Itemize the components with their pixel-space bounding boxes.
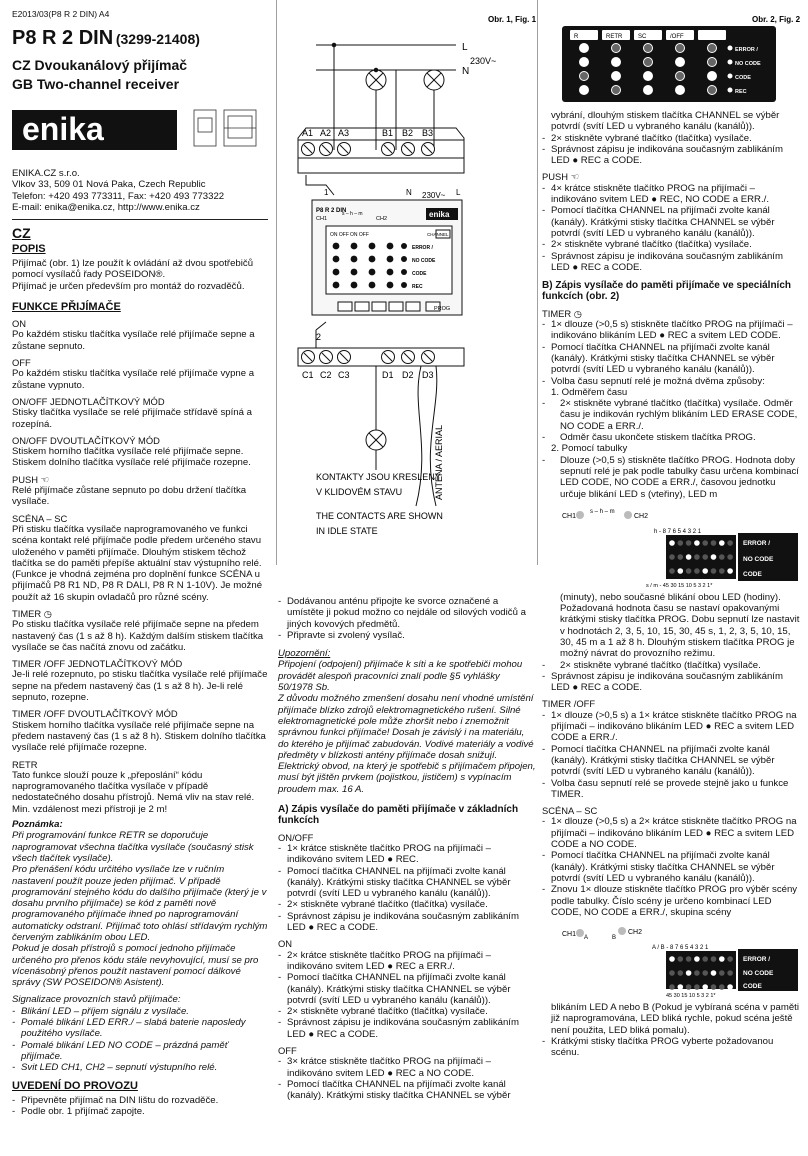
status-led: [401, 269, 407, 275]
din-device-icon: [194, 110, 256, 146]
table-led: [694, 984, 700, 990]
setting-button: [338, 302, 352, 311]
step: - 2× stiskněte vybrané tlačítko (tlačítka) vysílače.: [542, 239, 800, 250]
company-email[interactable]: E-mail: enika@enika.cz, http://www.enika.cz: [12, 202, 200, 214]
note-1: Při programování funkce RETR se doporučuje naprogramovat všechna tlačítka vysílače (současný stisk všech tlačítek vysílače).: [12, 830, 254, 864]
clock-icon: ◷: [573, 307, 582, 319]
voltage-bottom: 230V~: [422, 191, 446, 200]
t1-led-label: ERROR /: [743, 539, 771, 547]
t2-ch2: CH2: [628, 929, 643, 937]
function-led: [580, 72, 589, 81]
table-led: [678, 540, 684, 546]
ch1-label: CH1: [316, 216, 328, 222]
push-icon: ☜: [40, 473, 50, 485]
push-icon: ☜: [570, 171, 580, 183]
retr-text: Tato funkce slouží pouze k „přeposlání“ kódu naprogramovaného tlačítka vysílače v případě nedostatečného dosahu přístrojů. Nemá vliv na stav relé. Min. vzdálenost mezi přístroji je 2 m!: [12, 769, 255, 815]
terminal-row-top: [302, 143, 435, 156]
term-label: B3: [422, 128, 434, 138]
method-2-step: - Dlouze (>0,5 s) stiskněte tlačítko PROG. Hodnota doby sepnutí relé je pak podle tabulky času určena kombinací LED CODE, NO CODE a ERR./, časovou jednotku určuje blikání LED s (vteřiny), LED m: [542, 455, 800, 500]
title-cz: CZ Dvoukanálový přijímač: [12, 56, 188, 73]
grid-head: ON OFF: [350, 232, 369, 238]
table-led: [727, 568, 733, 574]
warning-title: Upozornění:: [278, 648, 331, 660]
timer-title: [542, 308, 800, 319]
signal-item: - Pomalé blikání LED NO CODE – prázdná paměť přijímače.: [12, 1040, 268, 1063]
function-led: [676, 58, 685, 67]
product-code: (3299-21408): [115, 31, 200, 48]
on-title: ON: [12, 318, 27, 330]
term-label: D3: [422, 370, 434, 380]
off-text: Po každém stisku tlačítka vysílače relé přijímače vypne a zůstane vypnuto.: [12, 368, 255, 391]
enika-logo: [12, 104, 268, 154]
voltage-top: 230V~: [470, 56, 497, 66]
table-led: [694, 970, 700, 976]
function-led: [644, 44, 653, 53]
lang-heading: CZ: [12, 225, 31, 242]
timer-label: TIMER: [542, 307, 572, 319]
table-led: [711, 554, 717, 560]
table-led: [678, 984, 684, 990]
step: - 2× krátce stiskněte tlačítko PROG na přijímači – indikováno svitem LED ● REC a ERR./.: [278, 950, 536, 973]
table-led: [711, 568, 717, 574]
table-led: [719, 984, 725, 990]
led-dot: [369, 256, 376, 263]
function-led: [676, 86, 685, 95]
function-led: [676, 44, 685, 53]
table-led: [711, 984, 717, 990]
led-dot: [333, 243, 340, 250]
table-led: [711, 540, 717, 546]
function-led: [612, 44, 621, 53]
function-led: [580, 44, 589, 53]
setting-button: [406, 302, 420, 311]
step: - 4× krátce stiskněte tlačítko PROG na přijímači – indikováno svitem LED ● REC, NO CODE a ERR./.: [542, 183, 800, 206]
onoff-title: ON/OFF: [278, 831, 314, 843]
t1-led-label: CODE: [743, 570, 762, 578]
company-address: Vlkov 33, 509 01 Nová Paka, Czech Republic: [12, 179, 206, 191]
table-led: [694, 540, 700, 546]
popis-text: Přijímač (obr. 1) lze použít k ovládání až dvou spotřebičů pomocí vysílačů řady POSEIDON®.: [12, 257, 254, 281]
step: - Správnost zápisu je indikována současným zablikáním LED ● REC a CODE.: [542, 251, 800, 274]
led-dot: [333, 256, 340, 263]
table-led: [727, 540, 733, 546]
status-led: [401, 256, 407, 262]
divider: [12, 219, 268, 220]
figure-1-wiring-diagram: [276, 0, 538, 590]
label-N: N: [462, 66, 470, 77]
led-dot: [387, 269, 394, 276]
step: - 2× stiskněte vybrané tlačítko (tlačítka) vysílače.: [278, 1006, 536, 1017]
company-phone: Telefon: +420 493 773311, Fax: +420 493 773322: [12, 190, 225, 202]
grid-head: ON OFF: [330, 232, 349, 238]
popis-heading: POPIS: [12, 242, 46, 255]
t2-a: A: [584, 935, 589, 942]
onoff1-title: ON/OFF JEDNOTLAČÍTKOVÝ MÓD: [12, 395, 165, 407]
step: - Pomocí tlačítka CHANNEL na přijímači zvolte kanál (kanály). Krátkými stisky tlačítka CHANNEL se výběr potvrdí (svítí LED u vybraného kanálu (kanálů)).: [542, 850, 800, 884]
method-1-step: - 2× stiskněte vybrané tlačítko (tlačítka) vysílače. Odměr času je indikován rychlým blikáním LED ERASE CODE, NO CODE a ERR./.: [542, 398, 800, 432]
retr-title: RETR: [12, 758, 38, 770]
term-label: B1: [382, 128, 394, 138]
terminal-row-bottom: [302, 351, 435, 364]
antenna-text: - Dodávanou anténu připojte ke svorce označené a umístěte ji pokud možno co nejdále od silových vodičů a jiných kovových předmětů.: [278, 596, 536, 630]
led-dot: [333, 269, 340, 276]
led-dot: [369, 269, 376, 276]
table-led: [727, 970, 733, 976]
table-led: [711, 956, 717, 962]
table-led: [711, 970, 717, 976]
table-led: [678, 554, 684, 560]
prepare-text: - Připravte si zvolený vysílač.: [278, 630, 536, 641]
table-led: [686, 984, 692, 990]
note-3: Pokud je dosah přístrojů s pomocí jednoho přijímače určeného pro přenos kódu stále nevyhovující, musí se pro vícenásobný přenos použít nastavení pomocí dálkové správy (SW POSEIDON® Asistent).: [12, 943, 259, 989]
t2-ab-row: A / B - 8 7 6 5 4 3 2 1: [652, 945, 709, 952]
status-led: [728, 74, 733, 79]
table-led: [669, 568, 675, 574]
scena-title: SCÉNA – SC: [12, 512, 68, 524]
t2-ch1: CH1: [562, 931, 577, 939]
section-b-heading: B) Zápis vysílače do paměti přijímače ve speciálních funkcích (obr. 2): [542, 280, 791, 303]
warning-1: Připojení (odpojení) přijímače k síti a ke spotřebiči mohou provádět alespoň pracovníci znalí podle §5 vyhlášky 50/1978 Sb.: [278, 659, 523, 694]
column-middle-text: [276, 596, 538, 1101]
push-text: Relé přijímače zůstane sepnuto po dobu držení tlačítka vysílače.: [12, 485, 247, 508]
onoff2-text: Stiskem horního tlačítka vysílače relé přijímače sepne. Stiskem dolního tlačítka vysílače relé přijímače rozepne.: [12, 446, 251, 469]
table-led: [702, 554, 708, 560]
term-label: C2: [320, 370, 332, 380]
method-1: 1. Odměřem času: [551, 386, 628, 398]
step: - Pomocí tlačítka CHANNEL na přijímači zvolte kanál (kanály). Krátkými stisky tlačítka CHANNEL se výběr: [278, 1079, 536, 1102]
led-dot: [333, 282, 340, 289]
t2-led-label: ERROR /: [743, 956, 771, 964]
table-led: [686, 970, 692, 976]
term-label: A3: [338, 128, 350, 138]
column-middle: [276, 0, 538, 1101]
function-head-label: SC: [638, 34, 647, 40]
step: - Krátkými stisky tlačítka PROG vyberte požadovanou scénu.: [542, 1036, 800, 1059]
function-led: [612, 86, 621, 95]
table-led: [719, 554, 725, 560]
uvedeni-item: - Připevněte přijímač na DIN lištu do rozvaděče.: [12, 1095, 268, 1106]
step: - Volba času sepnutí relé je možná dvěma způsoby:: [542, 376, 800, 387]
scene-table: [542, 921, 800, 999]
timer-label: TIMER: [12, 607, 42, 619]
step: - Pomocí tlačítka CHANNEL na přijímači zvolte kanál (kanály). Krátkými stisky tlačítka CHANNEL se výběr potvrdí (svítí LED u vybraného kanálu (kanálů)).: [542, 744, 800, 778]
status-led: [728, 46, 733, 51]
off-title: OFF: [278, 1044, 297, 1056]
function-led: [708, 72, 717, 81]
timer1-title: TIMER /OFF JEDNOTLAČÍTKOVÝ MÓD: [12, 658, 183, 670]
status-led: [401, 243, 407, 249]
led-dot: [369, 282, 376, 289]
function-led: [708, 44, 717, 53]
t1-smh: s – h – m: [590, 508, 615, 515]
step: - Pomocí tlačítka CHANNEL na přijímači zvolte kanál (kanály). Krátkými stisky tlačítka CHANNEL se výběr potvrdí (svítí LED u vybraného kanálu (kanálů)).: [278, 866, 536, 900]
table-led: [719, 540, 725, 546]
signal-title: Signalizace provozních stavů přijímače:: [12, 994, 181, 1006]
column-left: [12, 0, 268, 1117]
status-led: [401, 282, 407, 288]
function-head-label: /OFF: [670, 34, 684, 40]
section-a-heading: A) Zápis vysílače do paměti přijímače v základních funkcích: [278, 804, 519, 827]
note-gb-1: THE CONTACTS ARE SHOWN: [316, 511, 443, 521]
t2-b: B: [612, 935, 617, 942]
led-dot: [351, 282, 358, 289]
led-label: REC: [412, 284, 423, 290]
scene-cont: blikáním LED A nebo B (Pokud je vybíraná scéna v paměti již naprogramována, LED bliká rychle, pokud scéna ještě není použita, LED bliká pomalu).: [551, 1002, 799, 1036]
led-dot: [351, 269, 358, 276]
method-1-step: - Odměr času ukončete stiskem tlačítka PROG.: [542, 432, 800, 443]
led-label: ERROR /: [735, 47, 758, 53]
status-led: [728, 88, 733, 93]
status-led: [728, 60, 733, 65]
table-led: [694, 956, 700, 962]
step: - Správnost zápisu je indikována současným zablikáním LED ● REC a CODE.: [278, 1017, 536, 1040]
led-dot: [387, 243, 394, 250]
table-led: [702, 956, 708, 962]
on-text: Po každém stisku tlačítka vysílače relé přijímače sepne a zůstane sepnuto.: [12, 329, 255, 352]
step: - 1× dlouze (>0,5 s) a 2× krátce stiskněte tlačítko PROG na přijímači – indikováno blikáním LED ● REC a svitem LED CODE a NO CODE.: [542, 816, 800, 850]
method-2-step: - 2× stiskněte vybrané tlačítko (tlačítka) vysílače.: [542, 660, 800, 671]
smh-label: s – h – m: [342, 211, 363, 217]
step: - Správnost zápisu je indikována současným zablikáním LED ● REC a CODE.: [542, 671, 800, 694]
term-label: D1: [382, 370, 394, 380]
onoff1-text: Stisky tlačítka vysílače se relé přijímače střídavě spíná a rozepíná.: [12, 407, 252, 430]
figure-2-function-table: [540, 0, 802, 110]
led-dot: [387, 256, 394, 263]
table-led: [702, 540, 708, 546]
logo-row: [12, 104, 268, 154]
table-led: [727, 956, 733, 962]
channel-label: CHANNEL: [427, 232, 449, 237]
step: - 2× stiskněte vybrané tlačítko (tlačítka) vysílače.: [542, 133, 800, 144]
doc-id: E2013/03(P8 R 2 DIN) A4: [12, 9, 110, 19]
term-label: D2: [402, 370, 414, 380]
table-led: [678, 970, 684, 976]
term-label: C1: [302, 370, 314, 380]
step: - 3× krátce stiskněte tlačítko PROG na přijímači – indikováno svitem LED ● REC a NO CODE.: [278, 1056, 536, 1079]
table-led: [702, 984, 708, 990]
uvedeni-item: - Podle obr. 1 přijímač zapojte.: [12, 1106, 268, 1117]
push-label: PUSH: [12, 473, 39, 485]
prog-label: PROG: [434, 306, 451, 312]
method-2: 2. Pomocí tabulky: [551, 443, 628, 455]
led-label: NO CODE: [735, 61, 761, 67]
timer2-title: TIMER /OFF DVOUTLAČÍTKOVÝ MÓD: [12, 708, 178, 720]
table-led: [669, 970, 675, 976]
t2-led-label: NO CODE: [743, 970, 774, 978]
step: - Znovu 1× dlouze stiskněte tlačítko PROG pro výběr scény podle tabulky. Číslo scény je určeno kombinací LED CODE, NO CODE a ERR./, skupina scény: [542, 884, 800, 918]
function-led: [580, 86, 589, 95]
push-title: [542, 171, 800, 182]
function-led: [612, 58, 621, 67]
label-L: L: [462, 42, 468, 53]
function-led: [580, 58, 589, 67]
setting-button: [372, 302, 386, 311]
clock-icon: ◷: [43, 607, 52, 619]
on-title: ON: [278, 938, 293, 950]
table-led: [694, 554, 700, 560]
term-label: A2: [320, 128, 332, 138]
table-led: [727, 554, 733, 560]
t1-sm-row: s / m - 45 30 15 10 5 3 2 1*: [646, 582, 713, 589]
popis-text-2: Přijímač je určen především pro montáž do rozvaděčů.: [12, 280, 245, 292]
step: - 1× krátce stiskněte tlačítko PROG na přijímači – indikováno svitem LED ● REC.: [278, 843, 536, 866]
setting-button: [389, 302, 403, 311]
t2-led-label: CODE: [743, 983, 762, 991]
timer-title: [12, 608, 268, 619]
warning-3: Elektrický obvod, na který je spotřebič s přijímačem připojen, musí být jištěn prvkem (pojistkou, jističem) s vypínacím proudem max. 16 A.: [278, 761, 536, 795]
title-gb: GB Two-channel receiver: [12, 75, 180, 92]
timer-text: Po stisku tlačítka vysílače relé přijímače sepne na předem nastavený čas (1 s až 8 h). Každým dalším stiskem tlačítka vysílače se čas načítá znovu od začátku.: [12, 619, 264, 653]
function-led: [708, 86, 717, 95]
table-led: [669, 554, 675, 560]
warning-2: Z důvodu možného zmenšení dosahu není vhodné umístění přijímače blízko zdrojů elektromagnetického rušení. Silné elektromagnetické pole může zhoršit nebo i znemožnit správnou funkci přijímače! Dosah je závislý i na materiálu, do kterého je přijímač zabudován. Vodivé materiály a vodivé předměty v blízkosti antény přijímače dosah snižují.: [278, 693, 534, 761]
table-led: [702, 970, 708, 976]
step: - Správnost zápisu je indikována současným zablikáním LED ● REC a CODE.: [542, 144, 800, 167]
label-N-2: N: [406, 188, 412, 197]
table-led: [694, 568, 700, 574]
device-name: P8 R 2 DIN: [316, 208, 347, 214]
step: - Pomocí tlačítka CHANNEL na přijímači zvolte kanál (kanály). Krátkými stisky tlačítka CHANNEL se výběr potvrdí (svítí LED u vybraného kanálu (kanálů)).: [542, 205, 800, 239]
led-dot: [369, 243, 376, 250]
step: - Volba času sepnutí relé se provede stejně jako u funkce TIMER.: [542, 778, 800, 801]
push-label: PUSH: [542, 171, 569, 183]
note-cz-2: V KLIDOVÉM STAVU: [316, 487, 403, 497]
step: - Pomocí tlačítka CHANNEL na přijímači zvolte kanál (kanály). Krátkými stisky tlačítka CHANNEL se výběr potvrdí (svítí LED u vybraného kanálu (kanálů)).: [542, 342, 800, 376]
uvedeni-heading: UVEDENÍ DO PROVOZU: [12, 1079, 138, 1092]
step: - 1× dlouze (>0,5 s) stiskněte tlačítko PROG na přijímači – indikováno blikáním LED ● REC a svitem LED CODE.: [542, 319, 800, 342]
step: - Správnost zápisu je indikována současným zablikáním LED ● REC a CODE.: [278, 911, 536, 934]
table-led: [719, 970, 725, 976]
led-label: REC: [735, 89, 747, 95]
function-led: [708, 58, 717, 67]
method-2-cont: (minuty), nebo současné blikání obou LED (hodiny). Požadovaná hodnota času se nastaví opakovanými krátkými stisky tlačítka PROG. Dobu sepnutí lze nastavit v hodnotách 2, 3, 5, 10, 15, 30, 45 s, 1, 2, 3, 5, 10, 15, 30, 45 m a 1 až 8 h. Dlouhým stiskem tlačítka PROG je možný návrat do provozního režimu.: [560, 591, 800, 660]
contact-1: 1: [324, 188, 329, 197]
table-led: [678, 568, 684, 574]
off-title: OFF: [12, 357, 31, 369]
company-info: [12, 168, 268, 213]
contact-2: 2: [316, 332, 322, 342]
table-led: [669, 956, 675, 962]
onoff2-title: ON/OFF DVOUTLAČÍTKOVÝ MÓD: [12, 434, 160, 446]
step: - 1× dlouze (>0,5 s) a 1× krátce stiskněte tlačítko PROG na přijímači – indikováno blikáním LED ● REC a svitem LED CODE a ERR./.: [542, 710, 800, 744]
step: - 2× stiskněte vybrané tlačítko (tlačítka) vysílače.: [278, 899, 536, 910]
push-title: [12, 474, 268, 485]
function-led: [644, 72, 653, 81]
setting-button: [355, 302, 369, 311]
scena-text: Při stisku tlačítka vysílače naprogramovaného ve funkci scéna kontakt relé přijímače podle předem určeného stavu uloženého v paměti přijímače. Dlouhým stiskem těchož tlačítka se do paměti přepíše aktuální stav výstupního relé. (Funkce je vhodná zejména pro doplnění funkce SCÉNA u přijímačů P8 R1 ND, P8 R DALI, P8 R N 1-10V). Je možné použít až 16 skupin ovladačů pro různé scény.: [12, 523, 263, 603]
led-label: CODE: [412, 271, 427, 277]
table-led: [686, 956, 692, 962]
note-title: Poznámka:: [12, 819, 63, 831]
table-led: [686, 554, 692, 560]
table-led: [719, 568, 725, 574]
table-led: [702, 568, 708, 574]
figure-2-label: Obr. 2, Fig. 2: [752, 15, 801, 24]
note-cz-1: KONTAKTY JSOU KRESLENY: [316, 472, 441, 482]
function-led: [676, 72, 685, 81]
timer-table: [542, 503, 800, 589]
signal-item: - Blikání LED – příjem signálu z vysílače.: [12, 1006, 268, 1017]
function-head: [698, 30, 726, 40]
table-led: [669, 540, 675, 546]
function-heads: [570, 30, 726, 40]
function-head-label: R: [574, 34, 579, 40]
led-dot: [387, 282, 394, 289]
t2-s-row: 45 30 15 10 5 3 2 1*: [666, 993, 716, 1000]
table-led: [686, 568, 692, 574]
function-led: [644, 86, 653, 95]
ch2-label: CH2: [376, 216, 388, 222]
column-right-text: [540, 110, 802, 1059]
timer2-text: Stiskem horního tlačítka vysílače relé přijímače sepne na předem nastavený čas (1 s až 8 h). Stiskem dolního tlačítka vysílače relé přijímače rozepne.: [12, 719, 266, 754]
scena-title: SCÉNA – SC: [542, 805, 598, 817]
led-dot: [351, 243, 358, 250]
function-led: [612, 72, 621, 81]
signal-item: - Pomalé blikání LED ERR./ – slabá baterie naposledy použitého vysílače.: [12, 1017, 268, 1040]
timer1-text: Je-li relé rozepnuto, po stisku tlačítka vysílače relé přijímače sepne na předem nastavený čas (1 s až 8 h). Je-li relé sepnuto, rozepne.: [12, 669, 268, 704]
t1-ch2: CH2: [634, 512, 649, 520]
table-led: [678, 956, 684, 962]
product-title: [12, 27, 268, 50]
table-led: [719, 956, 725, 962]
function-led: [644, 58, 653, 67]
term-label: C3: [338, 370, 350, 380]
signal-item: - Svit LED CH1, CH2 – sepnutí výstupního relé.: [12, 1062, 268, 1073]
table-led: [727, 984, 733, 990]
funkce-heading: FUNKCE PŘIJÍMAČE: [12, 300, 121, 313]
led-label: ERROR /: [412, 245, 433, 251]
continued-text: vybrání, dlouhým stiskem tlačítka CHANNEL se výběr potvrdí (svítí LED u vybraného kanálu (kanálů)).: [551, 110, 780, 133]
t1-led-label: NO CODE: [743, 555, 774, 563]
antenna-label: ANTÉNA / AERIAL: [434, 424, 444, 500]
table-led: [686, 540, 692, 546]
label-L-2: L: [456, 188, 461, 197]
step: - Pomocí tlačítka CHANNEL na přijímači zvolte kanál (kanály). Krátkými stisky tlačítka CHANNEL se výběr potvrdí (svítí LED u vybraného kanálu (kanálů)).: [278, 972, 536, 1006]
note-gb-2: IN IDLE STATE: [316, 526, 378, 536]
table-led: [669, 984, 675, 990]
function-head-label: RETR: [606, 34, 623, 40]
column-right: [540, 0, 802, 1059]
t1-ch1: CH1: [562, 512, 577, 520]
device-logo: enika: [429, 210, 450, 219]
led-label: CODE: [735, 75, 751, 81]
term-label: B2: [402, 128, 414, 138]
timer-off-title: TIMER /OFF: [542, 698, 596, 710]
logo-text: enika: [22, 111, 104, 148]
t1-hours-row: h - 8 7 6 5 4 3 2 1: [654, 528, 702, 535]
led-dot: [351, 256, 358, 263]
note-2: Pro přenášení kódu určitého vysílače lze v ručním nastavení použít pouze jeden přijímač. V případě programování stejného kódu do dalšího přijímače (který je v dosahu prvního přijímače) se kód z paměti nově programovaného přijímače ihned po naprogramování automaticky odstraní. Přijímač toto ohlásí střídavým rychlým červeným zablikáním obou LED.: [12, 864, 268, 943]
figure-1-label: Obr. 1, Fig. 1: [488, 15, 537, 24]
company-name: ENIKA.CZ s.r.o.: [12, 168, 80, 180]
product-name: P8 R 2 DIN: [12, 27, 114, 50]
term-label: A1: [302, 128, 314, 138]
led-label: NO CODE: [412, 258, 436, 264]
